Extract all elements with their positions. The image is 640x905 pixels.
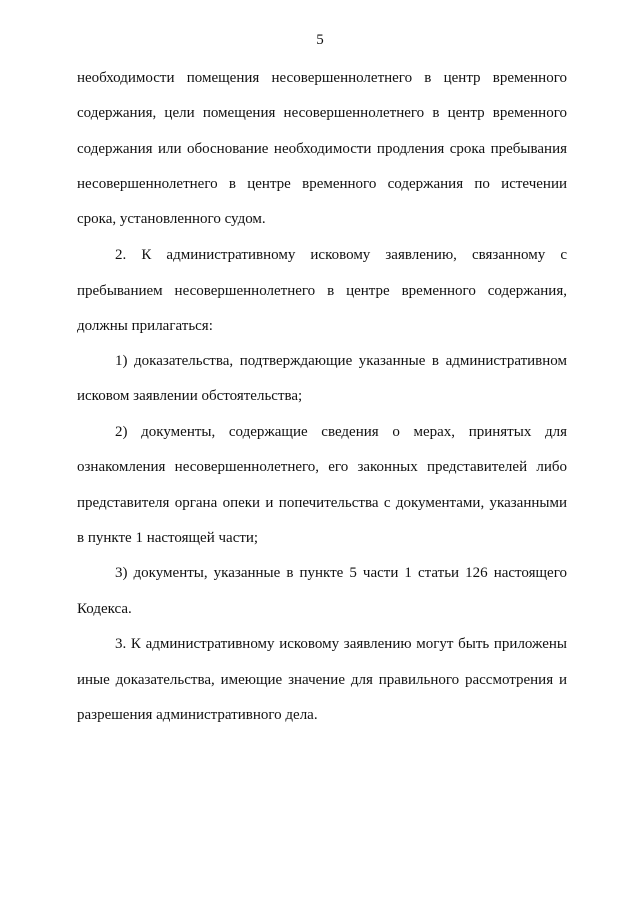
text-line: ознакомления несовершеннолетнего, его законных представителей либо [77, 459, 567, 475]
text-line: срока, установленного судом. [77, 211, 266, 227]
text-line: необходимости помещения несовершеннолетнего в центр временного [77, 70, 567, 86]
text-line: разрешения административного дела. [77, 707, 318, 723]
text-line: содержания, цели помещения несовершеннолетнего в центр временного [77, 105, 567, 121]
text-line: исковом заявлении обстоятельства; [77, 388, 303, 404]
text-line: представителя органа опеки и попечительства с документами, указанными [77, 495, 567, 511]
text-line: содержания или обоснование необходимости продления срока пребывания [77, 141, 567, 157]
text-line: 3) документы, указанные в пункте 5 части 1 статьи 126 настоящего [115, 565, 567, 581]
text-line: в пункте 1 настоящей части; [77, 530, 259, 546]
text-line: 1) доказательства, подтверждающие указанные в административном [115, 353, 567, 369]
text-line: 3. К административному исковому заявлению могут быть приложены [115, 636, 567, 652]
text-line: иные доказательства, имеющие значение для правильного рассмотрения и [77, 672, 567, 688]
text-line: должны прилагаться: [77, 318, 213, 334]
text-line: 2) документы, содержащие сведения о мерах, принятых для [115, 424, 567, 440]
text-line: несовершеннолетнего в центре временного содержания по истечении [77, 176, 567, 192]
text-line: 2. К административному исковому заявлению, связанному с [115, 247, 567, 263]
text-line: Кодекса. [77, 601, 132, 617]
page-number: 5 [316, 32, 324, 48]
text-line: пребыванием несовершеннолетнего в центре временного содержания, [77, 283, 567, 299]
